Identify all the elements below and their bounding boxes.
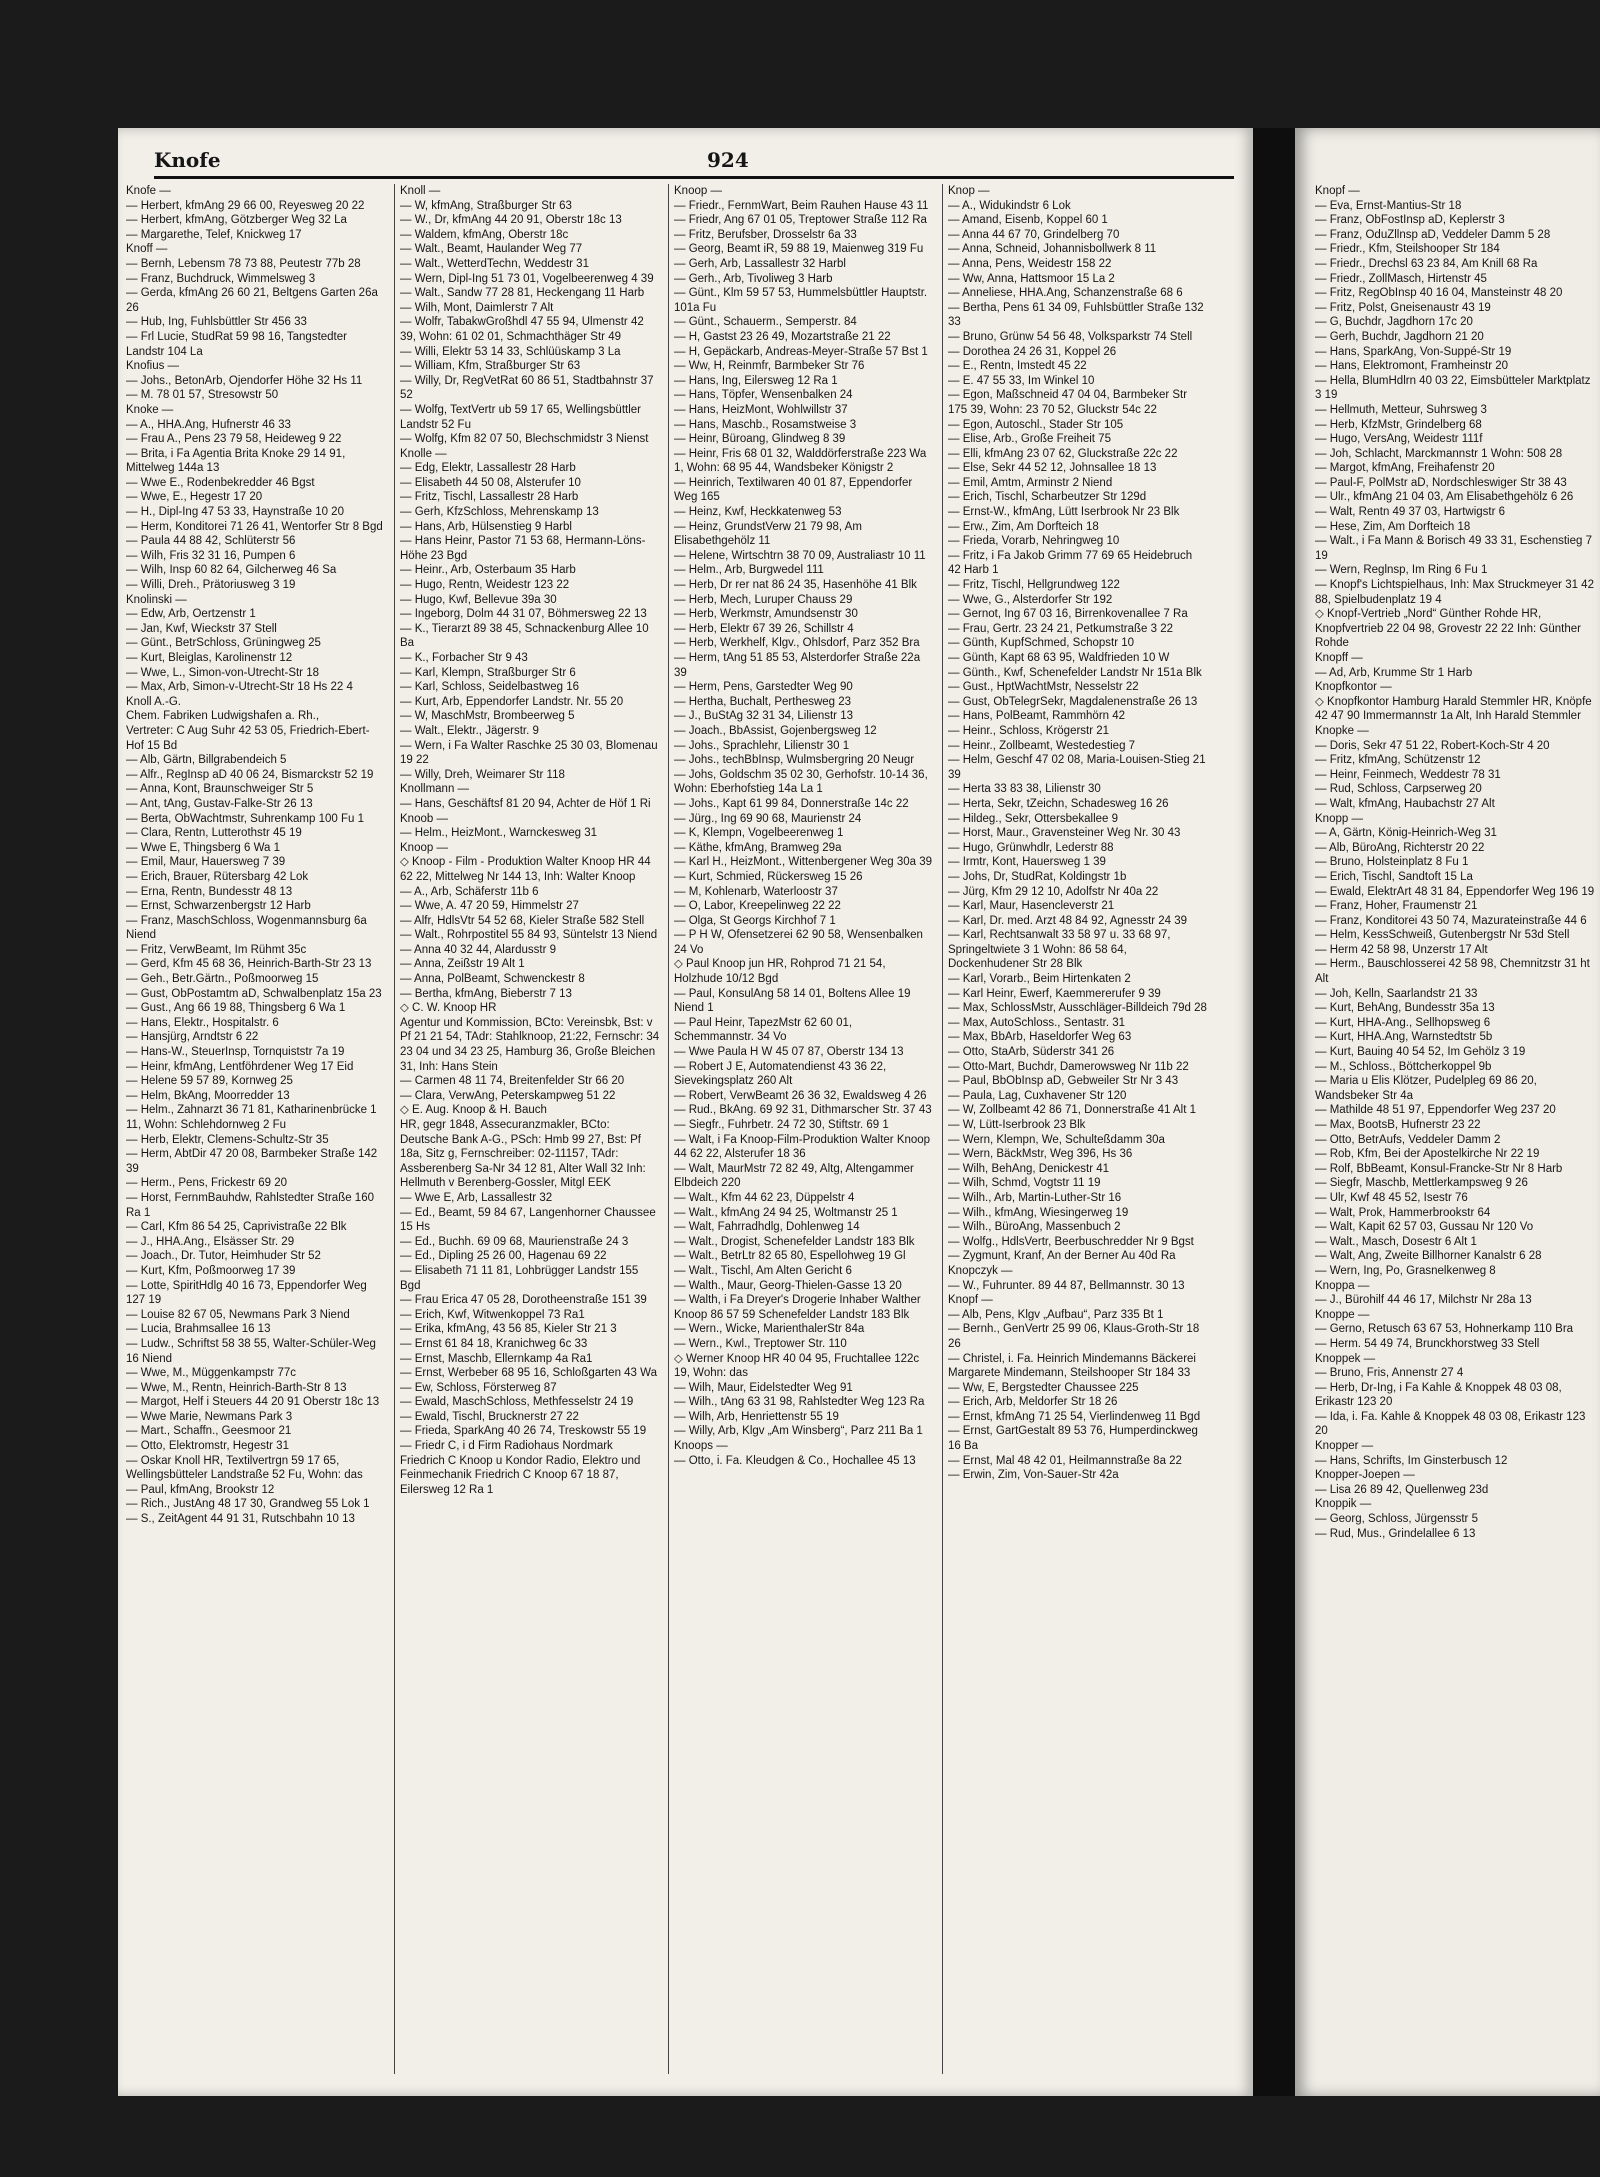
column-text: Knop — — A., Widukindstr 6 Lok — Amand, Eisenb, Koppel 60 1 — Anna 44 67 70, Grindelberg 70 — Anna, Schneid, Johannisbollwerk 8 11 — Anna, Pens, Weidestr 158 22 — Ww, Anna, Hattsmoor 15 La 2 — Anneliese, HHA.Ang, Schanzenstraße 68 6 — Bertha, Pens 61 34 09, Fuhlsbüttler Straße 132 33 — Bruno, Grünw 54 56 48, Volksparkstr 74 Stell — Dorothea 24 26 31, Koppel 26 — E., Rentn, Imstedt 45 22 — E. 47 55 33, Im Winkel 10 — Egon, Maßschneid 47 04 04, Barmbeker Str 175 39, Wohn: 23 70 52, Gluckstr 54c 22 — Egon, Autoschl., Stader Str 105 — Elise, Arb., Große Freiheit 75 — Elli, kfmAng 23 07 62, Gluckstraße 22c 22 — Else, Sekr 44 52 12, Johnsallee 18 13 — Emil, Amtm, Arminstr 2 Niend — Erich, Tischl, Scharbeutzer Str 129d — Ernst-W., kfmAng, Lütt Iserbrook Nr 23 Blk — Erw., Zim, Am Dorfteich 18 — Frieda, Vorarb, Nehringweg 10 — Fritz, i Fa Jakob Grimm 77 69 65 Heidebruch 42 Harb 1 — Fritz, Tischl, Hellgrundweg 122 — Wwe, G., Alsterdorfer Str 192 — Gernot, Ing 67 03 16, Birrenkovenallee 7 Ra — Frau, Gertr. 23 24 21, Petkumstraße 3 22 — Günth, KupfSchmed, Schopstr 10 — Günth, Kapt 68 63 95, Waldfrieden 10 W — Günth., Kwf, Schenefelder Landstr Nr 151a Blk — Gust., HptWachtMstr, Nesselstr 22 — Gust, ObTelegrSekr, Magdalenenstraße 26 13 — Hans, PolBeamt, Rammhörn 42 — Heinr., Schloss, Krögerstr 21 — Heinr., Zollbeamt, Westedestieg 7 — Helm, Geschf 47 02 08, Maria-Louisen-Stieg 21 39 — Herta 33 83 38, Lilienstr 30 — Herta, Sekr, tZeichn, Schadesweg 16 26 — Hildeg., Sekr, Ottersbekallee 9 — Horst, Maur., Gravensteiner Weg Nr. 30 43 — Hugo, Grünwhdlr, Lederstr 88 — Irmtr, Kont, Hauersweg 1 39 — Johs, Dr, StudRat, Koldingstr 1b — Jürg, Kfm 29 12 10, Adolfstr Nr 40a 22 — Karl, Maur, Hasencleverstr 21 — Karl, Dr. med. Arzt 48 84 92, Agnesstr 24 39 — Karl, Rechtsanwalt 33 58 97 u. 33 68 97, Springeltwiete 3 1 Wohn: 86 58 64, Dockenhudener Str 28 Blk — Karl, Vorarb., Beim Hirtenkaten 2 — Karl Heinr, Ewerf, Kaemmererufer 9 39 — Max, SchlossMstr, Ausschläger-Billdeich 79d 28 — Max, AutoSchloss., Sentastr. 31 — Max, BbArb, Haseldorfer Weg 63 — Otto, StaArb, Süderstr 341 26 — Otto-Mart, Buchdr, Damerowsweg Nr 11b 22 — Paul, BbObInsp aD, Gebweiler Str Nr 3 43 — Paula, Lag, Cuxhavener Str 120 — W, Zollbeamt 42 86 71, Donnerstraße 41 Alt 1 — W, Lütt-Iserbrook 23 Blk — Wern, Klempn, We, Schulteßdamm 30a — Wern, BäckMstr, Weg 396, Hs 36 — Wilh, BehAng, Denickestr 41 — Wilh, Schmd, Vogtstr 11 19 — Wilh., Arb, Martin-Luther-Str 16 — Wilh., kfmAng, Wiesingerweg 19 — Wilh., BüroAng, Massenbuch 2 — Wolfg., HdlsVertr, Beerbuschredder Nr 9 Bgst — Zygmunt, Kranf, An der Berner Au 40d Ra Knopczyk — — W., Fuhrunter. 89 44 87, Bellmannstr. 30 13 Knopf — — Alb, Pens, Klgv „Aufbau“, Parz 335 Bt 1 — Bernh., GenVertr 25 99 06, Klaus-Groth-Str 18 26 — Christel, i. Fa. Heinrich Mindemanns Bäckerei Margarete Mindemann, Steilshooper Str 184 33 — Ww, E, Bergstedter Chaussee 225 — Erich, Arb, Meldorfer Str 18 26 — Ernst, kfmAng 71 25 54, Vierlindenweg 11 Bgd — Ernst, GartGestalt 89 53 76, Humperdinckweg 16 Ba — Ernst, Mal 48 42 01, Heilmannstraße 8a 22 — Erwin, Zim, Von-Sauer-Str 42a (948, 185, 1207, 1482)
header-keyword: Knofe (154, 148, 221, 172)
directory-column-1 (126, 184, 386, 2084)
column-divider (668, 184, 669, 2074)
facing-page (1295, 128, 1600, 2096)
column-text: Knoll — — W, kfmAng, Straßburger Str 63 — W., Dr, kfmAng 44 20 91, Oberstr 18c 13 — Waldem, kfmAng, Oberstr 18c — Walt., Beamt, Haulander Weg 77 — Walt., WetterdTechn, Weddestr 31 — Wern, Dipl-Ing 51 73 01, Vogelbeerenweg 4 39 — Walt., Sandw 77 28 81, Heckengang 11 Harb — Wilh, Mont, Daimlerstr 7 Alt — Wolfr, TabakwGroßhdl 47 55 94, Ulmenstr 42 39, Wohn: 61 02 01, Schmachthäger Str 49 — Willi, Elektr 53 14 33, Schlüüskamp 3 La — William, Kfm, Straßburger Str 63 — Willy, Dr, RegVetRat 60 86 51, Stadtbahnstr 37 52 — Wolfg, TextVertr ub 59 17 65, Wellingsbüttler Landstr 52 Fu — Wolfg, Kfm 82 07 50, Blechschmidstr 3 Nienst Knolle — — Edg, Elektr, Lassallestr 28 Harb — Elisabeth 44 50 08, Alsterufer 10 — Fritz, Tischl, Lassallestr 28 Harb — Gerh, KfzSchloss, Mehrenskamp 13 — Hans, Arb, Hülsenstieg 9 Harbl — Hans Heinr, Pastor 71 53 68, Hermann-Löns-Höhe 23 Bgd — Heinr., Arb, Osterbaum 35 Harb — Hugo, Rentn, Weidestr 123 22 — Hugo, Kwf, Bellevue 39a 30 — Ingeborg, Dolm 44 31 07, Böhmersweg 22 13 — K., Tierarzt 89 38 45, Schnackenburg Allee 10 Ba — K., Forbacher Str 9 43 — Karl, Klempn, Straßburger Str 6 — Karl, Schloss, Seidelbastweg 16 — Kurt, Arb, Eppendorfer Landstr. Nr. 55 20 — W, MaschMstr, Brombeerweg 5 — Walt., Elektr., Jägerstr. 9 — Wern, i Fa Walter Raschke 25 30 03, Blomenau 19 22 — Willy, Dreh, Weimarer Str 118 Knollmann — — Hans, Geschäftsf 81 20 94, Achter de Höf 1 Ri Knoob — — Helm., HeizMont., Warnckesweg 31 Knoop — ◇ Knoop - Film - Produktion Walter Knoop HR 44 62 22, Mittelweg Nr 144 13, Inh: Walter Knoop — A., Arb, Schäferstr 11b 6 — Wwe, A. 47 20 59, Himmelstr 27 — Alfr, HdlsVtr 54 52 68, Kieler Straße 582 Stell — Walt., Rohrpostitel 55 84 93, Süntelstr 13 Niend — Anna 40 32 44, Alardusstr 9 — Anna, Zeißstr 19 Alt 1 — Anna, PolBeamt, Schwenckestr 8 — Bertha, kfmAng, Bieberstr 7 13 ◇ C. W. Knoop HR Agentur und Kommission, BCto: Vereinsbk, Bst: v Pf 21 21 54, TAdr: Stahlknoop, 21:22, Fernschr: 34 23 04 und 34 23 25, Hamburg 36, Große Bleichen 31, Inh: Hans Stein — Carmen 48 11 74, Breitenfelder Str 66 20 — Clara, VerwAng, Peterskampweg 51 22 ◇ E. Aug. Knoop & H. Bauch HR, gegr 1848, Assecuranzmakler, BCto: Deutsche Bank A-G., PSch: Hmb 99 27, Bst: Pf 18a, Sitz g, Fernschreiber: 02-11157, TAdr: Assberenberg Sa-Nr 34 12 81, Alter Wall 32 Inh: Hellmuth v Berenberg-Gossler, Mitgl EEK — Wwe E, Arb, Lassallestr 32 — Ed., Beamt, 59 84 67, Langenhorner Chaussee 15 Hs — Ed., Buchh. 69 09 68, Maurienstraße 24 3 — Ed., Dipling 25 26 00, Hagenau 69 22 — Elisabeth 71 11 81, Lohbrügger Landstr 155 Bgd — Frau Erica 47 05 28, Dorotheenstraße 151 39 — Erich, Kwf, Witwenkoppel 73 Ra1 — Erika, kfmAng, 43 56 85, Kieler Str 21 3 — Ernst 61 84 18, Kranichweg 6c 33 — Ernst, Maschb, Ellernkamp 4a Ra1 — Ernst, Werbeber 68 95 16, Schloßgarten 43 Wa — Ew, Schloss, Försterweg 87 — Ewald, MaschSchloss, Methfesselstr 24 19 — Ewald, Tischl, Brucknerstr 27 22 — Frieda, SparkAng 40 26 74, Treskowstr 55 19 — Friedr C, i d Firm Radiohaus Nordmark Friedrich C Knoop u Kondor Radio, Elektro und Feinmechanik Friedrich C Knoop 67 18 87, Eilersweg 12 Ra 1 (400, 185, 660, 1496)
directory-page (118, 128, 1253, 2096)
directory-column-2 (400, 184, 660, 2084)
column-divider (394, 184, 395, 2074)
column-text: Knopf — — Eva, Ernst-Mantius-Str 18 — Franz, ObFostInsp aD, Keplerstr 3 — Franz, OduZllnsp aD, Veddeler Damm 5 28 — Friedr., Kfm, Steilshooper Str 184 — Friedr., Drechsl 63 23 84, Am Knill 68 Ra — Friedr., ZollMasch, Hirtenstr 45 — Fritz, RegObInsp 40 16 04, Mansteinstr 48 20 — Fritz, Polst, Gneisenaustr 43 19 — G, Buchdr, Jagdhorn 17c 20 — Gerh, Buchdr, Jagdhorn 21 20 — Hans, SparkAng, Von-Suppé-Str 19 — Hans, Elektromont, Framheinstr 20 — Hella, BlumHdlrn 40 03 22, Eimsbütteler Marktplatz 3 19 — Hellmuth, Metteur, Suhrsweg 3 — Herb, KfzMstr, Grindelberg 68 — Hugo, VersAng, Weidestr 111f — Joh, Schlacht, Marckmannstr 1 Wohn: 508 28 — Margot, kfmAng, Freihafenstr 20 — Paul-F, PolMstr aD, Nordschleswiger Str 38 43 — Ulr., kfmAng 21 04 03, Am Elisabethgehölz 6 26 — Walt, Rentn 49 37 03, Hartwigstr 6 — Hese, Zim, Am Dorfteich 18 — Walt., i Fa Mann & Borisch 49 33 31, Eschenstieg 7 19 — Wern, Reglnsp, Im Ring 6 Fu 1 — Knopf's Lichtspielhaus, Inh: Max Struckmeyer 31 42 88, Spielbudenplatz 19 4 ◇ Knopf-Vertrieb „Nord“ Günther Rohde HR, Knopfvertrieb 22 04 98, Grovestr 22 22 Inh: Günther Rohde Knopff — — Ad, Arb, Krumme Str 1 Harb Knopfkontor — ◇ Knopfkontor Hamburg Harald Stemmler HR, Knöpfe 42 47 90 Immermannstr 1a Alt, Inh Harald Stemmler Knopke — — Doris, Sekr 47 51 22, Robert-Koch-Str 4 20 — Fritz, kfmAng, Schützenstr 12 — Heinr, Feinmech, Weddestr 78 31 — Rud, Schloss, Carpserweg 20 — Walt, kfmAng, Haubachstr 27 Alt Knopp — — A, Gärtn, König-Heinrich-Weg 31 — Alb, BüroAng, Richterstr 20 22 — Bruno, Holsteinplatz 8 Fu 1 — Erich, Tischl, Sandtoft 15 La — Ewald, ElektrArt 48 31 84, Eppendorfer Weg 196 19 — Franz, Hoher, Fraumenstr 21 — Franz, Konditorei 43 50 74, Mazurateinstraße 44 6 — Helm, KessSchweiß, Gutenbergstr Nr 53d Stell — Herm 42 58 98, Unzerstr 17 Alt — Herm., Bauschlosserei 42 58 98, Chemnitzstr 31 ht Alt — Joh, Kelln, Saarlandstr 21 33 — Kurt, BehAng, Bundesstr 35a 13 — Kurt, HHA-Ang., Sellhopsweg 6 — Kurt, HHA.Ang, Warnstedtstr 5b — Kurt, Bauing 40 54 52, Im Gehölz 3 19 — M., Schloss., Böttcherkoppel 9b — Maria u Elis Klötzer, Pudelpleg 69 86 20, Wandsbeker Str 4a — Mathilde 48 51 97, Eppendorfer Weg 237 20 — Max, BootsB, Hufnerstr 23 22 — Otto, BetrAufs, Veddeler Damm 2 — Rob, Kfm, Bei der Apostelkirche Nr 22 19 — Rolf, BbBeamt, Konsul-Francke-Str Nr 8 Harb — Siegfr, Maschb, Mettlerkampsweg 9 26 — Ulr, Kwf 48 45 52, Isestr 76 — Walt, Prok, Hammerbrookstr 64 — Walt, Kapit 62 57 03, Gussau Nr 120 Vo — Walt., Masch, Dosestr 6 Alt 1 — Walt, Ang, Zweite Billhorner Kanalstr 6 28 — Wern, Ing, Po, Grasnelkenweg 8 Knoppa — — J., Bürohilf 44 46 17, Milchstr Nr 28a 13 Knoppe — — Gerno, Retusch 63 67 53, Hohnerkamp 110 Bra — Herm. 54 49 74, Brunckhorstweg 33 Stell Knoppek — — Bruno, Fris, Annenstr 27 4 — Herb, Dr-Ing, i Fa Kahle & Knoppek 48 03 08, Erikastr 123 20 — Ida, i. Fa. Kahle & Knoppek 48 03 08, Erikastr 123 20 Knopper — — Hans, Schrifts, Im Ginsterbusch 12 Knopper-Joepen — — Lisa 26 89 42, Quellenweg 23d Knoppik — — Georg, Schloss, Jürgensstr 5 — Rud, Mus., Grindelallee 6 13 (1315, 185, 1595, 1540)
column-divider (942, 184, 943, 2074)
column-text: Knofe — — Herbert, kfmAng 29 66 00, Reyesweg 20 22 — Herbert, kfmAng, Götzberger Weg 32 La — Margarethe, Telef, Knickweg 17 Knoff — — Bernh, Lebensm 78 73 88, Peutestr 77b 28 — Franz, Buchdruck, Wimmelsweg 3 — Gerda, kfmAng 26 60 21, Beltgens Garten 26a 26 — Hub, Ing, Fuhlsbüttler Str 456 33 — Frl Lucie, StudRat 59 98 16, Tangstedter Landstr 104 La Knofius — — Johs., BetonArb, Ojendorfer Höhe 32 Hs 11 — M. 78 01 57, Stresowstr 50 Knoke — — A., HHA.Ang, Hufnerstr 46 33 — Frau A., Pens 23 79 58, Heideweg 9 22 — Brita, i Fa Agentia Brita Knoke 29 14 91, Mittelweg 144a 13 — Wwe E., Rodenbekredder 46 Bgst — Wwe, E., Hegestr 17 20 — H., Dipl-Ing 47 53 33, Haynstraße 10 20 — Herm, Konditorei 71 26 41, Wentorfer Str 8 Bgd — Paula 44 88 42, Schlüterstr 56 — Wilh, Fris 32 31 16, Pumpen 6 — Wilh, Insp 60 82 64, Gilcherweg 46 Sa — Willi, Dreh., Prätoriusweg 3 19 Knolinski — — Edw, Arb, Oertzenstr 1 — Jan, Kwf, Wieckstr 37 Stell — Günt., BetrSchloss, Grüningweg 25 — Kurt, Bleiglas, Karolinenstr 12 — Wwe, L., Simon-von-Utrecht-Str 18 — Max, Arb, Simon-v-Utrecht-Str 18 Hs 22 4 Knoll A.-G. Chem. Fabriken Ludwigshafen a. Rh., Vertreter: C Aug Suhr 42 53 05, Friedrich-Ebert-Hof 15 Bd — Alb, Gärtn, Billgrabendeich 5 — Alfr., RegInsp aD 40 06 24, Bismarckstr 52 19 — Anna, Kont, Braunschweiger Str 5 — Ant, tAng, Gustav-Falke-Str 26 13 — Berta, ObWachtmstr, Suhrenkamp 100 Fu 1 — Clara, Rentn, Lutterothstr 45 19 — Wwe E, Thingsberg 6 Wa 1 — Emil, Maur, Hauersweg 7 39 — Erich, Brauer, Rütersbarg 42 Lok — Erna, Rentn, Bundesstr 48 13 — Ernst, Schwarzenbergstr 12 Harb — Franz, MaschSchloss, Wogenmannsburg 6a Niend — Fritz, VerwBeamt, Im Rühmt 35c — Gerd, Kfm 45 68 36, Heinrich-Barth-Str 23 13 — Geh., Betr.Gärtn., Poßmoorweg 15 — Gust, ObPostamtm aD, Schwalbenplatz 15a 23 — Gust., Ang 66 19 88, Thingsberg 6 Wa 1 — Hans, Elektr., Hospitalstr. 6 — Hansjürg, Arndtstr 6 22 — Hans-W., SteuerInsp, Tornquiststr 7a 19 — Heinr, kfmAng, Lentföhrdener Weg 17 Eid — Helene 59 57 89, Kornweg 25 — Helm, BkAng, Moorredder 13 — Helm., Zahnarzt 36 71 81, Katharinenbrücke 1 11, Wohn: Schlehdornweg 2 Fu — Herb, Elektr, Clemens-Schultz-Str 35 — Herm, AbtDir 47 20 08, Barmbeker Straße 142 39 — Herm., Pens, Frickestr 69 20 — Horst, FernmBauhdw, Rahlstedter Straße 160 Ra 1 — Carl, Kfm 86 54 25, Caprivistraße 22 Blk — J., HHA.Ang., Elsässer Str. 29 — Joach., Dr. Tutor, Heimhuder Str 52 — Kurt, Kfm, Poßmoorweg 17 39 — Lotte, SpiritHdlg 40 16 73, Eppendorfer Weg 127 19 — Louise 82 67 05, Newmans Park 3 Niend — Lucia, Brahmsallee 16 13 — Ludw., Schriftst 58 38 55, Walter-Schüler-Weg 16 Niend — Wwe, M., Müggenkampstr 77c — Wwe, M., Rentn, Heinrich-Barth-Str 8 13 — Margot, Helf i Steuers 44 20 91 Oberstr 18c 13 — Wwe Marie, Newmans Park 3 — Mart., Schaffn., Geesmoor 21 — Otto, Elektromstr, Hegestr 31 — Oskar Knoll HR, Textilvertrgn 59 17 65, Wellingsbütteler Landstraße 52 Fu, Wohn: das — Paul, kfmAng, Brookstr 12 — Rich., JustAng 48 17 30, Grandweg 55 Lok 1 — S., ZeitAgent 44 91 31, Rutschbahn 10 13 (126, 185, 383, 1526)
facing-page-column (1315, 184, 1600, 2084)
directory-column-3 (674, 184, 934, 2084)
page-header (154, 142, 1234, 179)
column-text: Knoop — — Friedr., FernmWart, Beim Rauhen Hause 43 11 — Friedr, Ang 67 01 05, Treptower Straße 112 Ra — Fritz, Berufsber, Drosselstr 6a 33 — Georg, Beamt iR, 59 88 19, Maienweg 319 Fu — Gerh, Arb, Lassallestr 32 Harbl — Gerh., Arb, Tivoliweg 3 Harb — Günt., Klm 59 57 53, Hummelsbüttler Hauptstr. 101a Fu — Günt., Schauerm., Semperstr. 84 — H, Gastst 23 26 49, Mozartstraße 21 22 — H, Gepäckarb, Andreas-Meyer-Straße 57 Bst 1 — Ww, H, Reinmfr, Barmbeker Str 76 — Hans, Ing, Eilersweg 12 Ra 1 — Hans, Töpfer, Wensenbalken 24 — Hans, HeizMont, Wohlwillstr 37 — Hans, Maschb., Rosamstweise 3 — Heinr, Büroang, Glindweg 8 39 — Heinr, Fris 68 01 32, Walddörferstraße 223 Wa 1, Wohn: 68 95 44, Wandsbeker Königstr 2 — Heinrich, Textilwaren 40 01 87, Eppendorfer Weg 165 — Heinz, Kwf, Heckkatenweg 53 — Heinz, GrundstVerw 21 79 98, Am Elisabethgehölz 11 — Helene, Wirtschtrn 38 70 09, Australiastr 10 11 — Helm., Arb, Burgwedel 111 — Herb, Dr rer nat 86 24 35, Hasenhöhe 41 Blk — Herb, Mech, Luruper Chauss 29 — Herb, Werkmstr, Amundsenstr 30 — Herb, Elektr 67 39 26, Schillstr 4 — Herb, Werkhelf, Klgv., Ohlsdorf, Parz 352 Bra — Herm, tAng 51 85 53, Alsterdorfer Straße 22a 39 — Herm, Pens, Garstedter Weg 90 — Hertha, Buchalt, Perthesweg 23 — J., BuStAg 32 31 34, Lilienstr 13 — Joach., BbAssist, Gojenbergsweg 12 — Johs., Sprachlehr, Lilienstr 30 1 — Johs., techBbInsp, Wulmsbergring 20 Neugr — Johs, Goldschm 35 02 30, Gerhofstr. 10-14 36, Wohn: Eberhofstieg 14a La 1 — Johs., Kapt 61 99 84, Donnerstraße 14c 22 — Jürg., Ing 69 90 68, Maurienstr 24 — K, Klempn, Vogelbeerenweg 1 — Käthe, kfmAng, Bramweg 29a — Karl H., HeizMont., Wittenbergener Weg 30a 39 — Kurt, Schmied, Rückersweg 15 26 — M, Kohlenarb, Waterloostr 37 — O, Labor, Kreepelinweg 22 22 — Olga, St Georgs Kirchhof 7 1 — P H W, Ofensetzerei 62 90 58, Wensenbalken 24 Vo ◇ Paul Knoop jun HR, Rohprod 71 21 54, Holzhude 10/12 Bgd — Paul, KonsulAng 58 14 01, Boltens Allee 19 Niend 1 — Paul Heinr, TapezMstr 62 60 01, Schemmannstr. 34 Vo — Wwe Paula H W 45 07 87, Oberstr 134 13 — Robert J E, Automatendienst 43 36 22, Sievekingsplatz 260 Alt — Robert, VerwBeamt 26 36 32, Ewaldsweg 4 26 — Rud., BkAng. 69 92 31, Dithmarscher Str. 37 43 — Siegfr., Fuhrbetr. 24 72 30, Stiftstr. 69 1 — Walt, i Fa Knoop-Film-Produktion Walter Knoop 44 62 22, Alsterufer 18 36 — Walt, MaurMstr 72 82 49, Altg, Altengammer Elbdeich 220 — Walt., Kfm 44 62 23, Düppelstr 4 — Walt., kfmAng 24 94 25, Woltmanstr 25 1 — Walt, Fahrradhdlg, Dohlenweg 14 — Walt., Drogist, Schenefelder Landstr 183 Blk — Walt., BetrLtr 82 65 80, Espellohweg 19 Gl — Walt., Tischl, Am Alten Gericht 6 — Walth., Maur, Georg-Thielen-Gasse 13 20 — Walth, i Fa Dreyer's Drogerie Inhaber Walther Knoop 86 57 59 Schenefelder Landstr 183 Blk — Wern., Wicke, MarienthalerStr 84a — Wern., Kwl., Treptower Str. 110 ◇ Werner Knoop HR 40 04 95, Fruchtallee 122c 19, Wohn: das — Wilh, Maur, Eidelstedter Weg 91 — Wilh., tAng 63 31 98, Rahlstedter Weg 123 Ra — Wilh, Arb, Henriettenstr 55 19 — Willy, Arb, Klgv „Am Winsberg“, Parz 211 Ba 1 Knoops — — Otto, i. Fa. Kleudgen & Co., Hochallee 45 13 (674, 185, 933, 1467)
page-number: 924 (707, 148, 749, 172)
directory-column-4 (948, 184, 1208, 2084)
book-gutter (1253, 128, 1295, 2096)
